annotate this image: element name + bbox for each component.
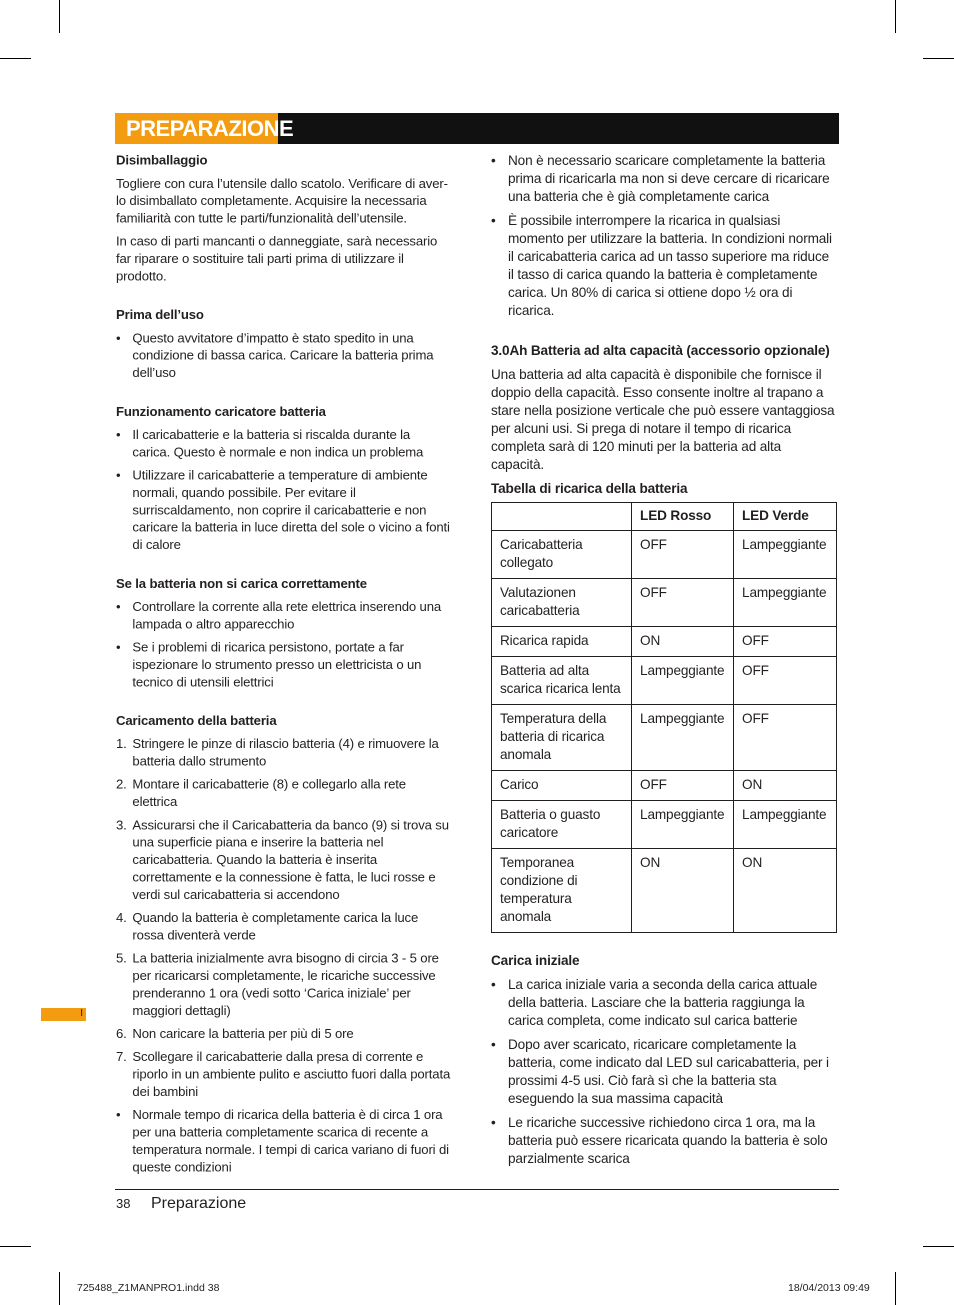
table-cell-red-led: ON (632, 627, 734, 657)
table-cell-green-led: ON (734, 849, 837, 933)
crop-mark (923, 58, 954, 59)
spacer (491, 933, 837, 952)
step-number: 5. (116, 951, 127, 966)
bullet-list (116, 598, 450, 691)
list-item (116, 817, 450, 904)
table-cell-red-led: Lampeggiante (632, 801, 734, 849)
spacer (116, 560, 450, 575)
list-item (116, 1025, 450, 1042)
list-item (116, 426, 450, 461)
step-number: 1. (116, 736, 127, 752)
list-item-text: Assicurarsi che il Caricabatteria da banco (9) si trova su una superficie piana e inserire la batteria nel caricabatteria. Quando la batteria è inserita correttamente e la connessione è fatta, le luci rosse e verdi sul caricabatteria si accendono (132, 817, 449, 902)
left-column (116, 152, 450, 1182)
table-row (492, 801, 837, 849)
list-item-text: Il caricabatterie e la batteria si riscalda durante la carica. Questo è normale e non indica un problema (132, 427, 424, 460)
bullet-marker: • (116, 330, 121, 346)
table-row (492, 705, 837, 771)
table-cell-red-led: Lampeggiante (632, 657, 734, 705)
crop-mark (0, 58, 31, 59)
section-header-band (115, 113, 839, 144)
bullet-marker: • (116, 599, 121, 614)
charging-table (491, 502, 837, 933)
bullet-marker: • (491, 213, 496, 228)
list-item-text: La batteria inizialmente avra bisogno di circia 3 - 5 ore per ricaricarsi completamente, le ricariche successive prenderanno 1 ora (vedi sotto ‘Carica iniziale’ per maggiori dettagli) (132, 951, 439, 1018)
table-row (492, 579, 837, 627)
table-cell-red-led: ON (632, 849, 734, 933)
list-item (116, 598, 450, 633)
table-cell-green-led: ON (734, 771, 837, 801)
paragraph: Una batteria ad alta capacità è disponibile che fornisce il doppio della capacità. Esso consente inoltre al trapano a stare nella posizione verticale che può essere vantaggiosa per alcuni usi. Si prega di notare il tempo di ricarica completa sarà di 120 minuti per la batteria ad alta capacità. (491, 367, 835, 472)
footer-rule (115, 1189, 839, 1190)
list-item-text: Dopo aver scaricato, ricaricare completamente la batteria, come indicato dal LED sul caricabatteria, per i prossimi 4-5 usi. Ciò farà sì che la batteria sta eseguendo la sua massima capacità (508, 1037, 829, 1106)
crop-mark (923, 1246, 954, 1247)
table-cell-state: Temporanea condizione di temperatura anomala (492, 849, 632, 933)
list-item (116, 776, 450, 811)
list-item (491, 976, 837, 1030)
table-cell-state: Carico (492, 771, 632, 801)
list-item (491, 1114, 837, 1168)
table-row (492, 657, 837, 705)
table-cell-state: Ricarica rapida (492, 627, 632, 657)
table-header-cell: LED Rosso (632, 503, 734, 531)
table-cell-red-led: OFF (632, 531, 734, 579)
table-row (492, 771, 837, 801)
list-item-text: Questo avvitatore d’impatto è stato spedito in una condizione di bassa carica. Caricare la batteria prima dell’uso (132, 330, 434, 381)
table-row (492, 849, 837, 933)
list-item-text: Quando la batteria è completamente carica la luce rossa diventerà verde (132, 910, 419, 943)
table-cell-green-led: OFF (734, 705, 837, 771)
language-tab (41, 1008, 86, 1021)
table-cell-red-led: OFF (632, 579, 734, 627)
table-header-row (492, 503, 837, 531)
list-item (116, 950, 450, 1020)
bullet-marker: • (116, 639, 121, 655)
crop-mark (0, 1246, 31, 1247)
list-item (116, 330, 450, 382)
bullet-marker: • (491, 1115, 496, 1130)
table-cell-state: Valutazionen caricabatteria (492, 579, 632, 627)
table-cell-state: Caricabatteria collegato (492, 531, 632, 579)
bullet-marker: • (116, 467, 121, 483)
list-item-text: Non caricare la batteria per più di 5 ore (132, 1026, 354, 1041)
heading-troubleshooting: Se la batteria non si carica correttamente (116, 576, 367, 591)
bullet-marker: • (491, 977, 496, 992)
language-tab-label: I (80, 1008, 83, 1019)
table-cell-green-led: Lampeggiante (734, 801, 837, 849)
paragraph: In caso di parti mancanti o danneggiate, sarà necessario far riparare o sostituire tali parti prima di utilizzare il prodotto. (116, 234, 438, 284)
list-item-text: Normale tempo di ricarica della batteria è di circa 1 ora per una batteria completamente scarica di recente a temperatura normale. I tempi di carica variano di fuori di queste condizioni (132, 1107, 449, 1175)
table-cell-state: Batteria o guasto caricatore (492, 801, 632, 849)
list-item-text: Non è necessario scaricare completamente la batteria prima di ricaricarla ma non si deve cercare di ricaricare una batteria che è già completamente carica (508, 153, 830, 204)
bullet-list (491, 976, 837, 1168)
footer-section-name: Preparazione (151, 1195, 247, 1212)
list-item (116, 639, 450, 691)
table-cell-green-led: Lampeggiante (734, 531, 837, 579)
page-number: 38 (116, 1196, 131, 1211)
list-item (116, 467, 450, 554)
table-header-cell: LED Verde (734, 503, 837, 531)
crop-mark (895, 0, 896, 33)
heading-unpacking: Disimballaggio (116, 152, 208, 168)
table-cell-green-led: OFF (734, 657, 837, 705)
crop-mark (59, 0, 60, 33)
table-cell-red-led: OFF (632, 771, 734, 801)
heading-high-capacity-battery: 3.0Ah Batteria ad alta capacità (accessorio opzionale) (491, 343, 830, 358)
list-item (116, 1107, 450, 1177)
table-cell-green-led: OFF (734, 627, 837, 657)
list-item (491, 1036, 837, 1108)
table-cell-red-led: Lampeggiante (632, 705, 734, 771)
print-slug-file: 725488_Z1MANPRO1.indd 38 (77, 1282, 220, 1294)
crop-mark (59, 1272, 60, 1305)
list-item (116, 736, 450, 771)
numbered-list (116, 736, 450, 1101)
print-slug-date: 18/04/2013 09:49 (788, 1282, 870, 1294)
bullet-marker: • (116, 427, 121, 442)
crop-mark (895, 1272, 896, 1305)
page-title: PREPARAZIONE (126, 116, 294, 141)
list-item (491, 212, 837, 320)
heading-charger-operation: Funzionamento caricatore batteria (116, 404, 326, 419)
table-header-cell (492, 503, 632, 531)
list-item (491, 152, 837, 206)
table-row (492, 627, 837, 657)
list-item-text: Stringere le pinze di rilascio batteria (4) e rimuovere la batteria dallo strumento (132, 736, 439, 769)
list-item-text: La carica iniziale varia a seconda della carica attuale della batteria. Lasciare che la batteria raggiunga la carica completa, come indicato sul carica batterie (508, 977, 818, 1028)
table-caption: Tabella di ricarica della batteria (491, 481, 688, 496)
list-item (116, 910, 450, 945)
list-item (116, 1049, 450, 1101)
bullet-list (491, 152, 837, 320)
step-number: 2. (116, 777, 127, 792)
table-cell-green-led: Lampeggiante (734, 579, 837, 627)
right-column (491, 152, 837, 1174)
heading-before-use: Prima dell’uso (116, 307, 204, 323)
bullet-list (116, 426, 450, 554)
table-row (492, 531, 837, 579)
heading-charging-battery: Caricamento della batteria (116, 713, 277, 728)
step-number: 3. (116, 817, 127, 833)
step-number: 7. (116, 1049, 127, 1065)
list-item-text: Utilizzare il caricabatterie a temperature di ambiente normali, quando possibile. Per evitare il surriscaldamento, non coprire il caricabatterie e non caricare la batteria in luce diretta del sole o vicino a fonti di calore (132, 467, 450, 553)
bullet-marker: • (116, 1107, 121, 1123)
spacer (491, 326, 837, 342)
list-item-text: Scollegare il caricabatterie dalla presa di corrente e riporlo in un ambiente pulito e asciutto fuori dalla portata dei bambini (132, 1049, 451, 1099)
paragraph: Togliere con cura l’utensile dallo scatolo. Verificare di aver-lo disimballato completamente. Acquisire la necessaria familiarità con tutte le parti/funzionalità dell’utensile. (116, 176, 448, 226)
table-cell-state: Temperatura della batteria di ricarica anomala (492, 705, 632, 771)
bullet-list (116, 330, 450, 382)
heading-initial-charge: Carica iniziale (491, 953, 580, 968)
list-item-text: Se i problemi di ricarica persistono, portate a far ispezionare lo strumento presso un elettricista o un tecnico di utensili elettrici (132, 639, 422, 690)
bullet-marker: • (491, 153, 496, 168)
list-item-text: Montare il caricabatterie (8) e collegarlo alla rete elettrica (132, 777, 406, 810)
list-item-text: Controllare la corrente alla rete elettrica inserendo una lampada o altro apparecchio (132, 599, 442, 632)
spacer (116, 291, 450, 306)
spacer (116, 388, 450, 403)
table-cell-state: Batteria ad alta scarica ricarica lenta (492, 657, 632, 705)
spacer (116, 697, 450, 712)
step-number: 6. (116, 1026, 127, 1041)
step-number: 4. (116, 910, 127, 925)
bullet-list (116, 1107, 450, 1177)
list-item-text: Le ricariche successive richiedono circa 1 ora, ma la batteria può essere ricaricata quando la batteria è solo parzialmente scarica (508, 1115, 828, 1166)
list-item-text: È possibile interrompere la ricarica in qualsiasi momento per utilizzare la batteria. In condizioni normali il caricabatteria carica ad un tasso superiore ma riduce il tasso di carica quando la batteria è completamente carica. Un 80% di carica si ottiene dopo ½ ora di ricarica. (508, 213, 832, 318)
bullet-marker: • (491, 1037, 496, 1052)
